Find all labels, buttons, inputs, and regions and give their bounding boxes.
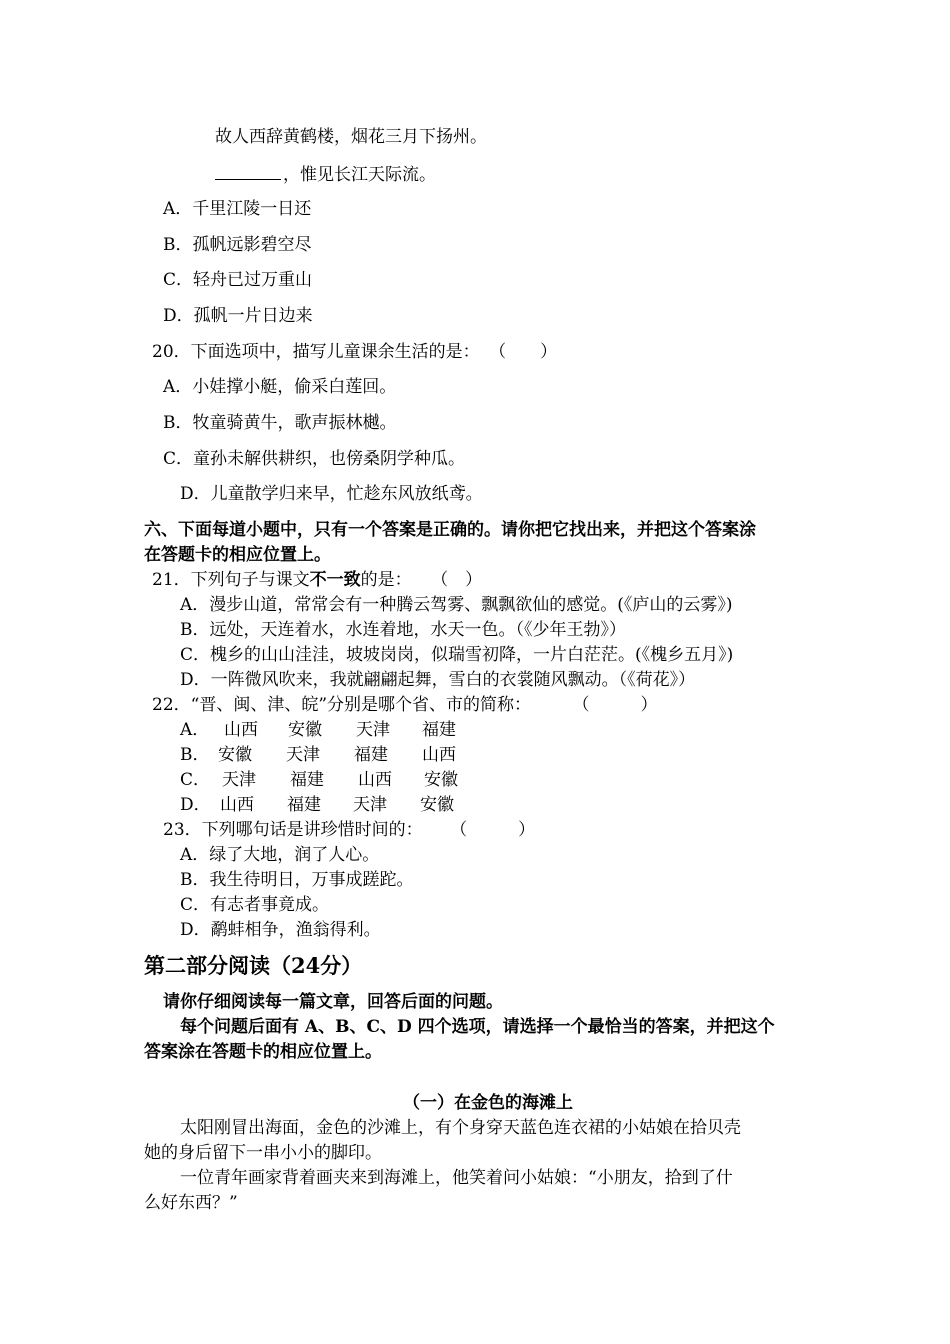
q22-option-a [180, 718, 456, 742]
part2-heading: 第二部分阅读（24分） [144, 953, 363, 978]
article-p2-line1: 一位青年画家背着画夹来到海滩上，他笑着问小姑娘：“小朋友，拾到了什 [180, 1168, 733, 1188]
q20-stem-text: 20．下面选项中，描写儿童课余生活的是： [152, 342, 480, 362]
q22-stem-text: 22．“晋、闽、津、皖”分别是哪个省、市的简称： [152, 695, 532, 715]
article-p1-line1: 太阳刚冒出海面，金色的沙滩上，有个身穿天蓝色连衣裙的小姑娘在拾贝壳 [180, 1118, 741, 1138]
q22-option-item: 天津 [353, 795, 387, 815]
q21-stem-c: 的是： [360, 570, 412, 590]
poem-line-1: 故人西辞黄鹤楼，烟花三月下扬州。 [215, 127, 487, 147]
q22-option-letter: C． [180, 770, 211, 790]
q21-option-a: A．漫步山道，常常会有一种腾云驾雾、飘飘欲仙的感觉。(《庐山的云雾》) [180, 595, 733, 615]
section6-heading-line1: 六、下面每道小题中，只有一个答案是正确的。请你把它找出来，并把这个答案涂 [144, 520, 756, 540]
q21-option-c: C．槐乡的山山洼洼，坡坡岗岗，似瑞雪初降，一片白茫茫。(《槐乡五月》) [180, 645, 734, 665]
q22-option-item: 山西 [358, 770, 392, 790]
q23-option-c: C．有志者事竟成。 [180, 895, 330, 915]
q23-option-b: B．我生待明日，万事成蹉跎。 [180, 870, 414, 890]
q19-option-b: B．孤帆远影碧空尽 [163, 235, 312, 255]
q20-option-c: C．童孙未解供耕织，也傍桑阴学种瓜。 [163, 449, 466, 469]
q20-stem [152, 340, 557, 364]
part2-instruction-2-line2: 答案涂在答题卡的相应位置上。 [144, 1042, 382, 1062]
q22-option-item: 山西 [422, 745, 456, 765]
q22-option-item: 福建 [354, 745, 388, 765]
q20-option-d: D．儿童散学归来早，忙趁东风放纸鸢。 [180, 484, 483, 504]
q19-option-a: A．千里江陵一日还 [163, 199, 312, 219]
q23-option-d: D．鹬蚌相争，渔翁得利。 [180, 920, 381, 940]
poem-line-2-text: ，惟见长江天际流。 [283, 165, 436, 185]
fill-blank [215, 161, 281, 180]
q22-option-item: 福建 [422, 720, 456, 740]
q21-option-d: D．一阵微风吹来，我就翩翩起舞，雪白的衣裳随风飘动。（《荷花》） [180, 670, 696, 690]
q21-stem-emphasis: 不一致 [309, 570, 361, 590]
article-title: （一）在金色的海滩上 [403, 1093, 573, 1113]
q20-answer-paren: （ ） [497, 342, 558, 362]
q19-option-c: C．轻舟已过万重山 [163, 270, 313, 290]
q22-stem [152, 693, 658, 717]
q23-answer-paren: （ ） [458, 820, 536, 840]
q22-option-item: 安徽 [420, 795, 454, 815]
part2-instruction-2-line1: 每个问题后面有 A、B、C、D 四个选项，请选择一个最恰当的答案，并把这个 [180, 1017, 775, 1037]
q22-option-item: 安徽 [288, 720, 322, 740]
article-p1-line2: 她的身后留下一串小小的脚印。 [144, 1143, 382, 1163]
q22-option-letter: D． [180, 795, 211, 815]
q20-option-b: B．牧童骑黄牛，歌声振林樾。 [163, 413, 397, 433]
q22-answer-paren: （ ） [581, 695, 658, 715]
q22-option-letter: B． [180, 745, 210, 765]
q23-option-a: A．绿了大地，润了人心。 [180, 845, 380, 865]
q20-option-a: A．小娃撑小艇，偷采白莲回。 [163, 377, 397, 397]
q23-stem-text: 23．下列哪句话是讲珍惜时间的： [163, 820, 423, 840]
q21-option-b: B．远处，天连着水，水连着地，水天一色。（《少年王勃》） [180, 620, 626, 640]
q22-option-item: 天津 [286, 745, 320, 765]
q21-answer-paren: （ ） [439, 570, 483, 590]
q22-option-b [180, 743, 456, 767]
q22-option-item: 安徽 [218, 745, 252, 765]
q22-option-item: 山西 [224, 720, 258, 740]
q21-stem [152, 568, 482, 592]
q21-stem-a: 21．下列句子与课文 [152, 570, 310, 590]
q22-option-item: 福建 [290, 770, 324, 790]
q22-option-item: 安徽 [424, 770, 458, 790]
q22-option-letter: A． [180, 720, 210, 740]
q22-option-item: 天津 [356, 720, 390, 740]
article-p2-line2: 么好东西？” [144, 1193, 238, 1213]
q22-option-d [180, 793, 454, 817]
section6-heading-line2: 在答题卡的相应位置上。 [144, 545, 331, 565]
q22-option-item: 天津 [222, 770, 256, 790]
q22-option-c [180, 768, 458, 792]
q22-option-item: 福建 [287, 795, 321, 815]
q22-option-item: 山西 [220, 795, 254, 815]
poem-line-2 [215, 161, 436, 187]
part2-instruction-1: 请你仔细阅读每一篇文章，回答后面的问题。 [163, 992, 503, 1012]
q19-option-d: D．孤帆一片日边来 [163, 306, 313, 326]
q23-stem [163, 818, 535, 842]
